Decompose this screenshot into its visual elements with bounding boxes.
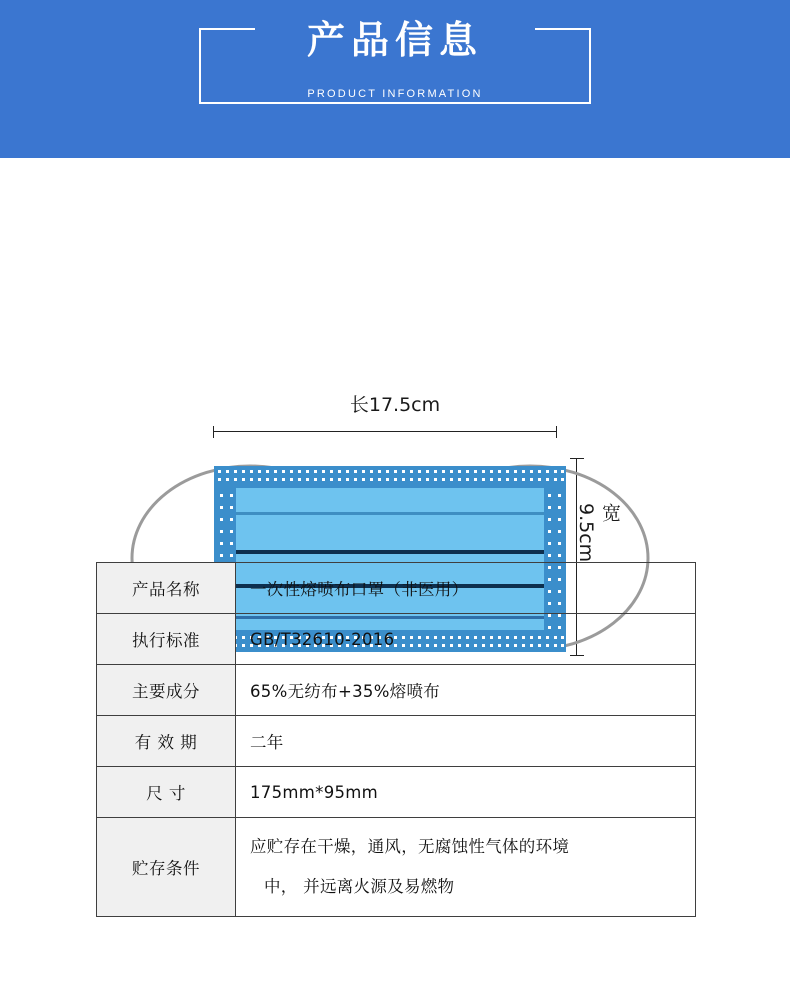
- product-spec-table: [96, 562, 696, 917]
- product-info-banner: [0, 0, 790, 158]
- page-title: 产品信息: [306, 18, 483, 62]
- spec-key-composition: 主要成分: [97, 665, 236, 716]
- table-row: [97, 563, 696, 614]
- spec-value-product-name: 一次性熔喷布口罩（非医用）: [236, 563, 696, 614]
- spec-key-size: 尺 寸: [97, 767, 236, 818]
- spec-key-product-name: 产品名称: [97, 563, 236, 614]
- spec-value-storage-line2: 中， 并远离火源及易燃物: [264, 877, 455, 896]
- spec-key-standard: 执行标准: [97, 614, 236, 665]
- width-dimension-label: 宽9.5cm: [575, 503, 621, 563]
- spec-value-storage: [236, 818, 696, 917]
- spec-value-validity: 二年: [236, 716, 696, 767]
- spec-value-storage-line1: 应贮存在干燥，通风，无腐蚀性气体的环境: [250, 837, 570, 856]
- mask-diagram: [0, 158, 790, 563]
- spec-value-standard: GB/T32610-2016: [236, 614, 696, 665]
- spec-value-size: 175mm*95mm: [236, 767, 696, 818]
- length-dimension-label: 长17.5cm: [349, 394, 441, 416]
- spec-key-storage: 贮存条件: [97, 818, 236, 917]
- spec-value-composition: 65%无纺布+35%熔喷布: [236, 665, 696, 716]
- table-row: [97, 614, 696, 665]
- page-subtitle: PRODUCT INFORMATION: [307, 88, 483, 100]
- table-row: [97, 767, 696, 818]
- table-row: [97, 818, 696, 917]
- spec-key-validity: 有 效 期: [97, 716, 236, 767]
- length-dimension-arrow: [213, 426, 557, 438]
- table-row: [97, 716, 696, 767]
- table-row: [97, 665, 696, 716]
